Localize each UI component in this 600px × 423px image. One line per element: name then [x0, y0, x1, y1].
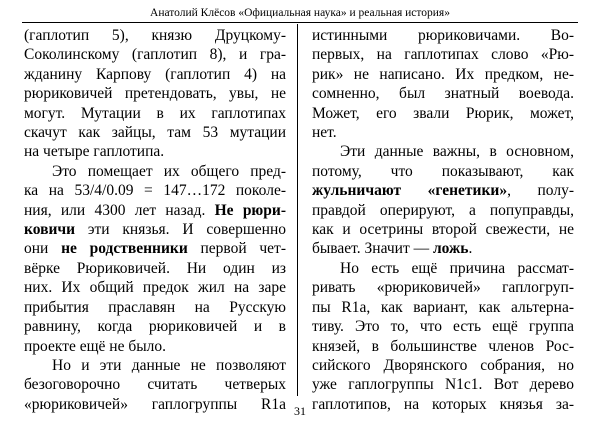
text-run: эти князья. И совершенно [75, 221, 286, 239]
right-column [312, 26, 574, 414]
text-line [24, 239, 286, 258]
text-line: безоговорочно считать четверых [24, 376, 286, 394]
paragraph [312, 142, 574, 258]
text-line: правдой оперируют, а попуправды, [312, 201, 574, 219]
text-line: жданину Карпову (гаплотип 4) на [24, 65, 286, 83]
text-line: Соколинскому (гаплотип 8), и гра- [24, 46, 286, 64]
bold-run: ложь [432, 240, 469, 258]
text-run: они [24, 240, 62, 258]
text-line [24, 201, 286, 220]
text-line: нет. [312, 124, 337, 142]
text-line: истинными рюриковичами. Во- [312, 27, 574, 44]
text-line: вёрке Рюриковичей. Ни один из [24, 259, 286, 277]
bold-run: жульничают «генетики» [312, 182, 508, 200]
text-line: гаплотипов, на которых князья за- [312, 395, 574, 413]
text-run: , полу- [507, 182, 574, 200]
text-line: Может, его звали Рюрик, может, [312, 104, 574, 122]
text-line: сомненно, был знатный воевода. [312, 85, 574, 103]
text-line: князей, в большинстве членов Рос- [312, 337, 574, 355]
text-line: на четыре гаплотипа. [24, 143, 165, 161]
text-line [312, 181, 574, 200]
text-line: первых, на гаплотипах слово «Рю- [312, 46, 574, 64]
text-line: них. Их общий предок жил на заре [24, 279, 286, 297]
text-line: Но и эти данные не позволяют [52, 356, 286, 374]
header-rule [22, 22, 578, 23]
text-line: (гаплотип 5), князю Друцкому- [24, 27, 286, 44]
text-line: рик» не написано. Их предком, не- [312, 65, 574, 83]
text-line: пы R1a, как вариант, как альтерна- [312, 298, 574, 316]
text-line: ривать «рюриковичей» гаплогруп- [312, 279, 574, 297]
text-line: могут. Мутации в их гаплотипах [24, 104, 286, 122]
text-run: бывает. Значит — [312, 240, 433, 258]
text-run: первой чет- [187, 240, 286, 258]
text-line: «рюриковичей» гаплогруппы R1a [24, 395, 286, 413]
text-run: ния, или 4300 лет назад. [24, 201, 215, 219]
text-line: Эти данные важны, в основном, [340, 143, 574, 161]
text-line: Это помещает их общего пред- [52, 162, 286, 180]
left-column [24, 26, 286, 414]
paragraph [312, 26, 574, 142]
text-line: равнину, когда рюриковичей и в [24, 318, 286, 336]
text-run: . [468, 240, 473, 258]
running-header: Анатолий Клёсов «Официальная наука» и реальная история» [150, 7, 450, 19]
text-line: прибытия праславян на Русскую [24, 298, 286, 316]
text-line: потому, что показывают, как [312, 162, 574, 180]
column-divider [297, 24, 298, 396]
bold-run: не родственники [61, 240, 188, 258]
text-line: скачут как зайцы, там 53 мутации [24, 124, 286, 142]
paragraph [312, 259, 574, 414]
text-line: проекте ещё не было. [24, 337, 166, 355]
text-line: ка на 53/4/0.09 = 147…172 поколе- [24, 182, 286, 200]
paragraph [24, 162, 286, 356]
text-line [312, 239, 574, 258]
text-line: рюриковичей претендовать, увы, не [24, 85, 286, 103]
bold-run: Не рюри- [214, 201, 286, 219]
text-line: сийского Дворянского собрания, но [312, 356, 574, 374]
text-line: Но есть ещё причина рассмат- [340, 259, 574, 277]
text-line: как и осетрины второй свежести, не [312, 221, 574, 239]
text-line [24, 220, 286, 239]
paragraph [24, 26, 286, 162]
page-number: 31 [294, 404, 306, 418]
text-line: уже гаплогруппы N1c1. Вот дерево [312, 376, 574, 394]
bold-run: ковичи [24, 221, 76, 239]
text-line: тиву. Это то, что есть ещё группа [312, 318, 574, 336]
